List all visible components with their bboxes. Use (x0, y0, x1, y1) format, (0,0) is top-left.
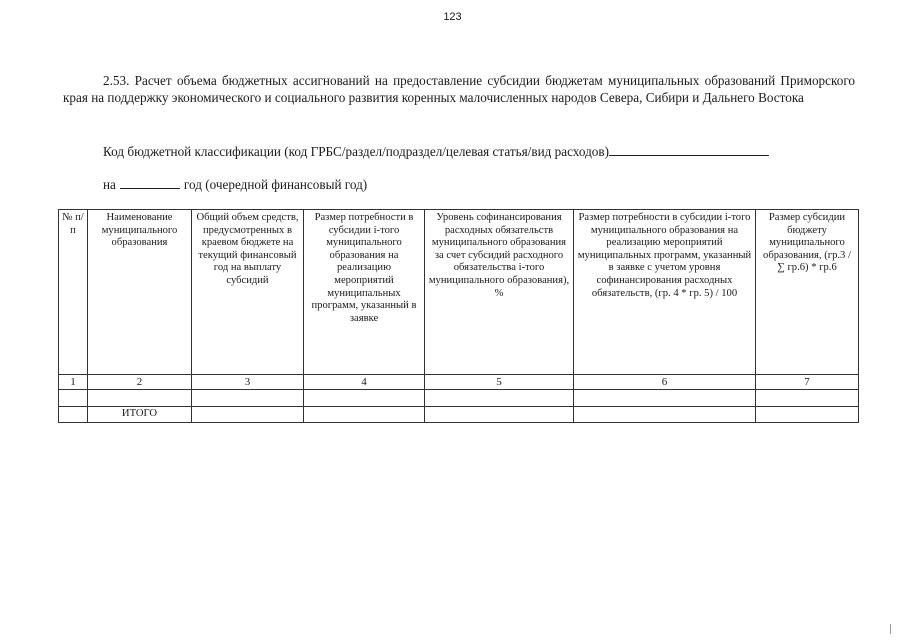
header-adjusted-need: Размер потребности в субсидии i-того муниципального образования на реализацию мероприятий муниципальных программ, указанный в заявке с учетом уровня софинансирования расходных обязательств, (гр. 4 * гр. 5) / 100 (574, 210, 756, 375)
header-cofinancing-level: Уровень софинансирования расходных обязательств муниципального образования за счет субсидий расходного обязательства i-того муниципального образования), % (425, 210, 574, 375)
table-cell (756, 407, 859, 423)
table-cell (304, 407, 425, 423)
header-municipality-name: Наименование муниципального образования (88, 210, 192, 375)
subsidy-calculation-table (58, 209, 859, 423)
fiscal-year-prefix: на (103, 177, 116, 192)
table-cell (425, 390, 574, 407)
column-number: 4 (304, 375, 425, 390)
table-row (59, 390, 859, 407)
table-cell (574, 390, 756, 407)
total-label: ИТОГО (88, 407, 192, 423)
total-row (59, 407, 859, 423)
column-number-row (59, 375, 859, 390)
fiscal-year-suffix: год (очередной финансовый год) (183, 177, 368, 192)
fiscal-year-blank (120, 176, 180, 189)
column-number: 5 (425, 375, 574, 390)
column-number: 6 (574, 375, 756, 390)
budget-classification-blank (609, 143, 769, 156)
column-number: 2 (88, 375, 192, 390)
table-cell (425, 407, 574, 423)
table-cell (756, 390, 859, 407)
table-header-row (59, 210, 859, 375)
table-cell (304, 390, 425, 407)
header-need-amount: Размер потребности в субсидии i-того муниципального образования на реализацию мероприятий муниципальных программ, указанный в заявке (304, 210, 425, 375)
table-cell (88, 390, 192, 407)
column-number: 7 (756, 375, 859, 390)
header-subsidy-amount: Размер субсидии бюджету муниципального образования, (гр.3 / ∑ гр.6) * гр.6 (756, 210, 859, 375)
scan-edge-mark (890, 624, 891, 634)
table-cell (59, 407, 88, 423)
table-cell (192, 407, 304, 423)
column-number: 1 (59, 375, 88, 390)
table-cell (574, 407, 756, 423)
section-heading: 2.53. Расчет объема бюджетных ассигнований на предоставление субсидии бюджетам муниципальных образований Приморского края на поддержку экономического и социального развития коренных малочисленных народов Севера, Сибири и Дальнего Востока (63, 73, 855, 105)
fiscal-year-line (103, 176, 367, 193)
budget-classification-label: Код бюджетной классификации (код ГРБС/раздел/подраздел/целевая статья/вид расходов) (103, 144, 609, 159)
page-number: 123 (443, 11, 462, 23)
column-number: 3 (192, 375, 304, 390)
header-row-number: № п/п (59, 210, 88, 375)
table-cell (192, 390, 304, 407)
budget-classification-line (103, 143, 769, 160)
table-cell (59, 390, 88, 407)
header-total-funds: Общий объем средств, предусмотренных в краевом бюджете на текущий финансовый год на выплату субсидий (192, 210, 304, 375)
